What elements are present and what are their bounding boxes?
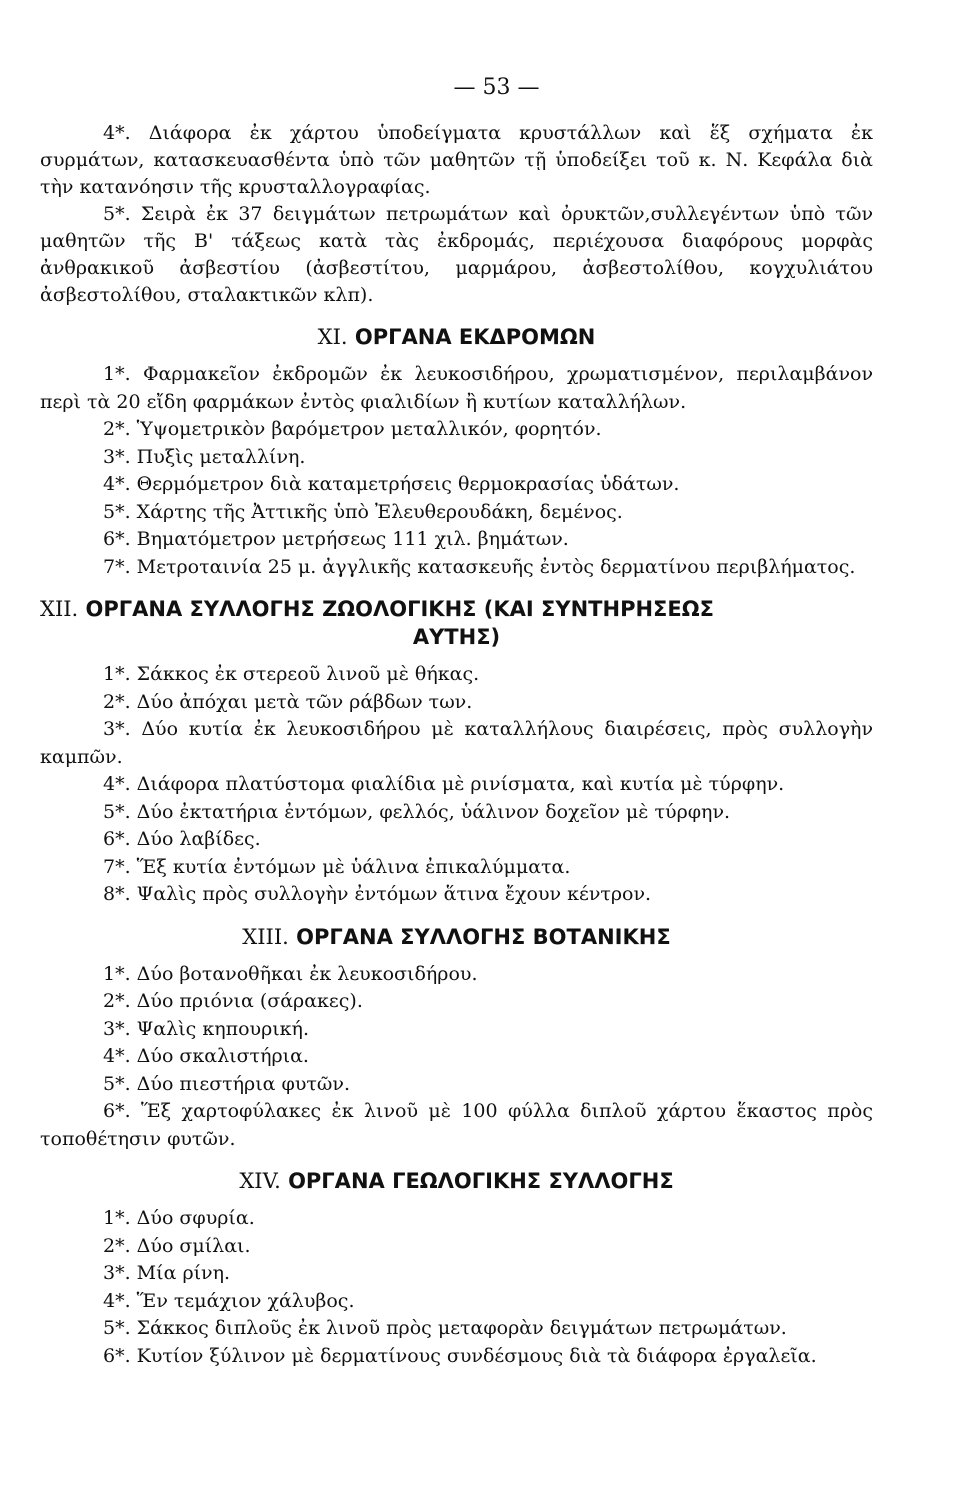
intro-item-4: 4*. Διάφορα ἐκ χάρτου ὑποδείγματα κρυστάλλων καὶ ἕξ σχήματα ἐκ συρμάτων, κατασκευασθέντα ὑπὸ τῶν μαθητῶν τῇ ὑποδείξει τοῦ κ. Ν. Κεφάλα διὰ τὴν κατανόησιν τῆς κρυσταλλογραφίας.: [40, 122, 873, 198]
section-heading-xii: [40, 595, 873, 651]
section-title: ΟΡΓΑΝΑ ΣΥΛΛΟΓΗΣ ΒΟΤΑΝΙΚΗΣ: [296, 924, 671, 949]
section-heading-xiii: [40, 923, 873, 951]
section-heading-xiv: [40, 1167, 873, 1195]
list-item: 3*. Πυξὶς μεταλλίνη.: [103, 445, 306, 468]
list-item: 4*. Θερμόμετρον διὰ καταμετρήσεις θερμοκρασίας ὑδάτων.: [103, 473, 680, 495]
list-item: 6*. Ἕξ χαρτοφύλακες ἐκ λινοῦ μὲ 100 φύλλα διπλοῦ χάρτου ἕκαστος πρὸς τοποθέτησιν φυτῶν.: [40, 1100, 873, 1150]
list-item: 3*. Ψαλὶς κηπουρική.: [103, 1017, 309, 1040]
page-number: — 53 —: [453, 75, 540, 100]
list-item: 6*. Κυτίον ξύλινον μὲ δερματίνους συνδέσμους διὰ τὰ διάφορα ἐργαλεῖα.: [103, 1344, 817, 1367]
list-item: 2*. Δύο πριόνια (σάρακες).: [103, 990, 363, 1012]
list-item: 4*. Ἕν τεμάχιον χάλυβος.: [103, 1289, 355, 1312]
list-item: 5*. Σάκκος διπλοῦς ἐκ λινοῦ πρὸς μεταφορὰν δειγμάτων πετρωμάτων.: [103, 1317, 787, 1339]
section-title: ΟΡΓΑΝΑ ΣΥΛΛΟΓΗΣ ΖΩΟΛΟΓΙΚΗΣ (ΚΑΙ ΣΥΝΤΗΡΗΣΕΩΣ: [85, 597, 714, 621]
list-item: 4*. Διάφορα πλατύστομα φιαλίδια μὲ ρινίσματα, καὶ κυτία μὲ τύρφην.: [103, 773, 785, 795]
list-item: 5*. Δύο πιεστήρια φυτῶν.: [103, 1072, 350, 1095]
list-item: 1*. Φαρμακεῖον ἐκδρομῶν ἐκ λευκοσιδήρου, χρωματισμένον, περιλαμβάνον περὶ τὰ 20 εἴδη φαρμάκων ἐντὸς φιαλιδίων ἢ κυτίων καταλλήλων.: [40, 363, 873, 413]
section-title-line2: ΑΥΤΗΣ): [412, 625, 501, 649]
section-heading-xi: [40, 323, 873, 351]
list-item: 6*. Δύο λαβίδες.: [103, 828, 261, 850]
intro-item-5: 5*. Σειρὰ ἐκ 37 δειγμάτων πετρωμάτων καὶ ὀρυκτῶν,συλλεγέντων ὑπὸ τῶν μαθητῶν τῆς Β' τάξεως κατὰ τὰς ἐκδρομάς, περιέχουσα διαφόρους μορφὰς ἀνθρακικοῦ ἀσβεστίου (ἀσβεστίτου, μαρμάρου, ἀσβεστολίθου, κογχυλιάτου ἀσβεστολίθου, σταλακτικῶν κλπ).: [40, 203, 873, 306]
list-item: 4*. Δύο σκαλιστήρια.: [103, 1045, 309, 1067]
list-item: 3*. Δύο κυτία ἐκ λευκοσιδήρου μὲ καταλλήλους διαιρέσεις, πρὸς συλλογὴν καμπῶν.: [40, 718, 873, 768]
section-number: XIII.: [242, 924, 289, 949]
section-title: ΟΡΓΑΝΑ ΓΕΩΛΟΓΙΚΗΣ ΣΥΛΛΟΓΗΣ: [288, 1169, 674, 1193]
list-item: 8*. Ψαλὶς πρὸς συλλογὴν ἐντόμων ἅτινα ἔχουν κέντρον.: [103, 883, 652, 905]
section-number: XIV.: [239, 1169, 281, 1193]
list-item: 2*. Δύο ἀπόχαι μετὰ τῶν ράβδων των.: [103, 690, 473, 713]
list-item: 2*. Δύο σμίλαι.: [103, 1234, 251, 1257]
list-item: 7*. Ἕξ κυτία ἐντόμων μὲ ὑάλινα ἐπικαλύμματα.: [103, 855, 571, 878]
section-number: XII.: [40, 597, 79, 621]
list-item: 1*. Δύο σφυρία.: [103, 1207, 255, 1229]
section-number: XI.: [317, 325, 348, 349]
list-item: 1*. Δύο βοτανοθῆκαι ἐκ λευκοσιδήρου.: [103, 962, 478, 985]
list-item: 3*. Μία ρίνη.: [103, 1262, 231, 1284]
list-item: 5*. Δύο ἐκτατήρια ἐντόμων, φελλός, ὑάλινον δοχεῖον μὲ τύρφην.: [103, 800, 731, 823]
section-title: ΟΡΓΑΝΑ ΕΚΔΡΟΜΩΝ: [354, 325, 596, 349]
list-item: 1*. Σάκκος ἐκ στερεοῦ λινοῦ μὲ θήκας.: [103, 663, 480, 685]
list-item: 5*. Χάρτης τῆς Ἀττικῆς ὑπὸ Ἐλευθερουδάκη, δεμένος.: [103, 500, 623, 523]
list-item: 6*. Βηματόμετρον μετρήσεως 111 χιλ. βημάτων.: [103, 528, 569, 550]
list-item: 2*. Ὑψομετρικὸν βαρόμετρον μεταλλικόν, φορητόν.: [103, 418, 602, 440]
list-item: 7*. Μετροταινία 25 μ. ἀγγλικῆς κατασκευῆς ἐντὸς δερματίνου περιβλήματος.: [103, 555, 856, 578]
